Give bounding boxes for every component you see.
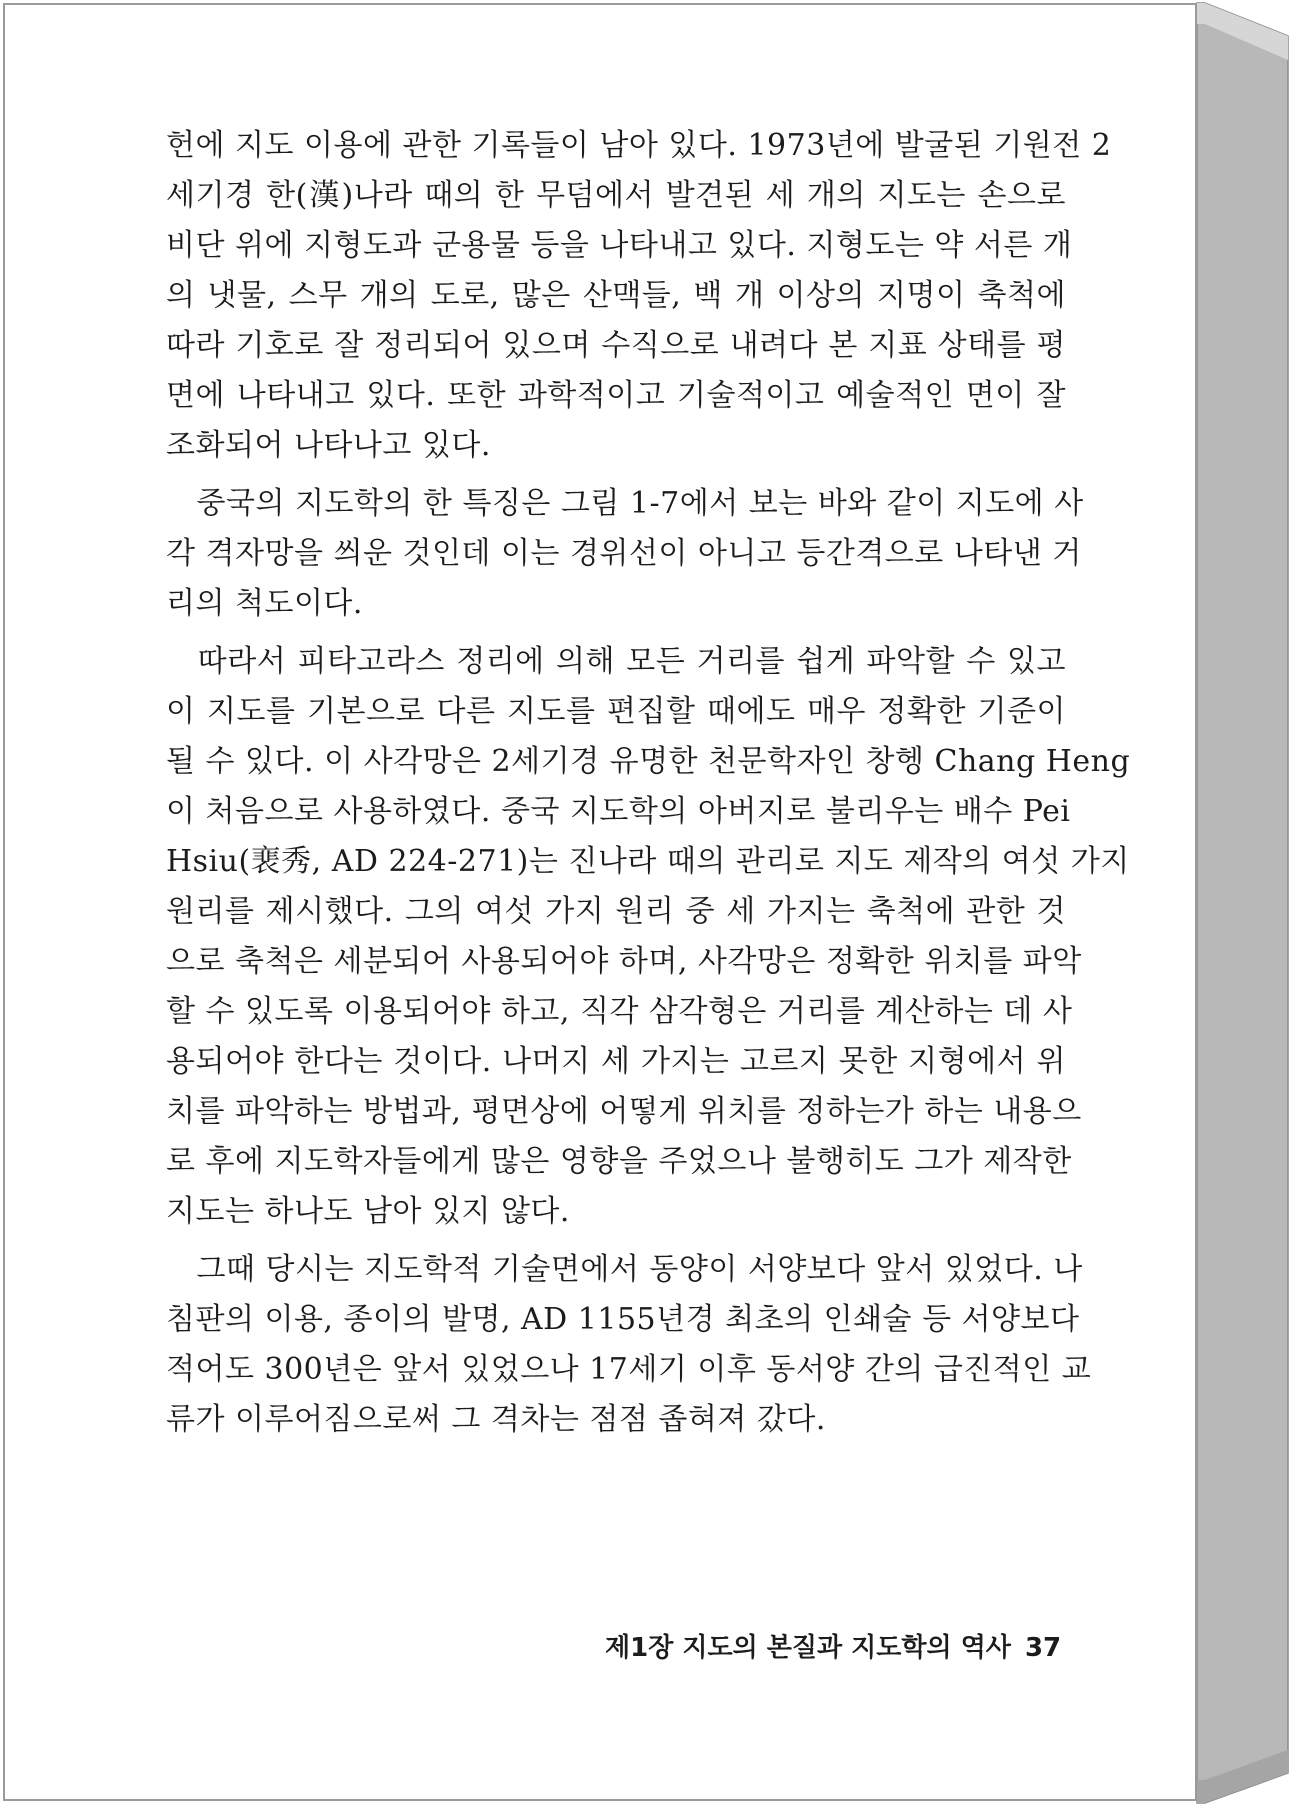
text-line: 리의 척도이다. — [166, 586, 363, 621]
text-line: 침판의 이용, 종이의 발명, AD 1155년경 최초의 인쇄술 등 서양보다 — [166, 1302, 1080, 1337]
text-line: 지도는 하나도 남아 있지 않다. — [166, 1194, 570, 1229]
text-line: 할 수 있도록 이용되어야 하고, 직각 삼각형은 거리를 계산하는 데 사 — [166, 994, 1073, 1029]
paragraph — [166, 1245, 1092, 1445]
text-line: 이 지도를 기본으로 다른 지도를 편집할 때에도 매우 정확한 기준이 — [166, 694, 1066, 729]
text-line: 조화되어 나타나고 있다. — [166, 428, 491, 463]
text-line: 따라 기호로 잘 정리되어 있으며 수직으로 내려다 본 지표 상태를 평 — [166, 328, 1066, 363]
page-number: 37 — [1024, 1633, 1062, 1663]
text-line: 비단 위에 지형도과 군용물 등을 나타내고 있다. 지형도는 약 서른 개 — [166, 228, 1073, 263]
text-line: 헌에 지도 이용에 관한 기록들이 남아 있다. 1973년에 발굴된 기원전 2 — [166, 128, 1112, 163]
text-line: 따라서 피타고라스 정리에 의해 모든 거리를 쉽게 파악할 수 있고 — [166, 644, 1066, 679]
text-line: 이 처음으로 사용하였다. 중국 지도학의 아버지로 불리우는 배수 Pei — [166, 794, 1071, 829]
text-line: 면에 나타내고 있다. 또한 과학적이고 기술적이고 예술적인 면이 잘 — [166, 378, 1066, 413]
text-line: 으로 축척은 세분되어 사용되어야 하며, 사각망은 정확한 위치를 파악 — [166, 944, 1082, 979]
text-line: 적어도 300년은 앞서 있었으나 17세기 이후 동서양 간의 급진적인 교 — [166, 1352, 1092, 1387]
paragraph — [166, 479, 1084, 629]
text-line: 될 수 있다. 이 사각망은 2세기경 유명한 천문학자인 창헹 Chang Heng — [166, 744, 1131, 779]
text-line: 원리를 제시했다. 그의 여섯 가지 원리 중 세 가지는 축척에 관한 것 — [166, 894, 1066, 929]
text-line: 로 후에 지도학자들에게 많은 영향을 주었으나 불행히도 그가 제작한 — [166, 1144, 1072, 1179]
text-line: 그때 당시는 지도학적 기술면에서 동양이 서양보다 앞서 있었다. 나 — [166, 1252, 1083, 1287]
book-page — [3, 3, 1197, 1801]
text-line: 용되어야 한다는 것이다. 나머지 세 가지는 고르지 못한 지형에서 위 — [166, 1044, 1066, 1079]
text-line: 치를 파악하는 방법과, 평면상에 어떻게 위치를 정하는가 하는 내용으 — [166, 1094, 1082, 1129]
text-line: 각 격자망을 씌운 것인데 이는 경위선이 아니고 등간격으로 나타낸 거 — [166, 536, 1082, 571]
paragraph — [166, 121, 1112, 471]
text-line: 류가 이루어짐으로써 그 격차는 점점 좁혀져 갔다. — [166, 1402, 826, 1437]
text-line: Hsiu(裵秀, AD 224-271)는 진나라 때의 관리로 지도 제작의 여섯 가지 — [166, 844, 1130, 879]
body-text — [166, 121, 1131, 1453]
text-line: 의 냇물, 스무 개의 도로, 많은 산맥들, 백 개 이상의 지명이 축척에 — [166, 278, 1066, 313]
chapter-title: 제1장 지도의 본질과 지도학의 역사 — [605, 1633, 1011, 1663]
page-footer — [605, 1627, 1062, 1664]
paragraph — [166, 637, 1131, 1237]
text-line: 중국의 지도학의 한 특징은 그림 1-7에서 보는 바와 같이 지도에 사 — [166, 486, 1084, 521]
text-line: 세기경 한(漢)나라 때의 한 무덤에서 발견된 세 개의 지도는 손으로 — [166, 178, 1066, 213]
